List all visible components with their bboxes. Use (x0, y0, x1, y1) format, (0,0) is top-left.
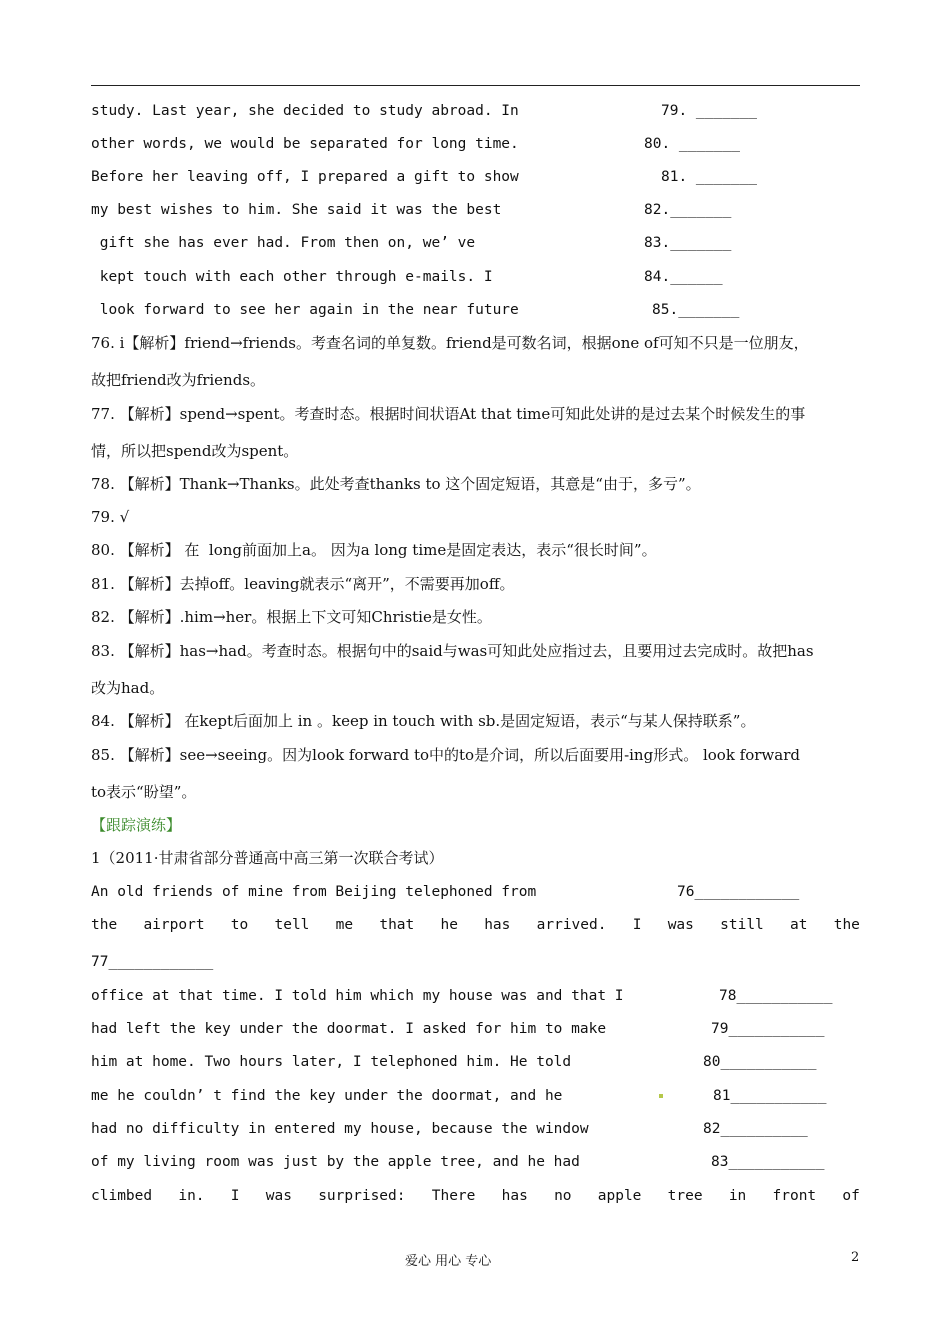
footer-motto: 爱心 用心 专心 (405, 1254, 492, 1269)
exercise-line: of my living room was just by the apple tree, and he had (91, 1154, 580, 1170)
word: that (379, 917, 415, 933)
answer-explanation: 78. 【解析】Thank→Thanks。此处考查thanks to 这个固定短语，其意是“由于，多亏”。 (91, 475, 701, 493)
answer-explanation: to表示“盼望”。 (91, 783, 197, 801)
word: in. (178, 1188, 205, 1204)
word: arrived. (536, 917, 607, 933)
answer-explanation: 79. √ (91, 508, 130, 526)
stray-dot (659, 1094, 663, 1098)
exercise-line-justified (91, 915, 860, 935)
word: of (842, 1188, 860, 1204)
word: surprised: (318, 1188, 406, 1204)
word: climbed (91, 1188, 153, 1204)
word: was (667, 917, 694, 933)
answer-blank: 82__________ (703, 1121, 808, 1137)
answer-blank: 79___________ (711, 1021, 825, 1037)
word: has (501, 1188, 528, 1204)
word: apple (597, 1188, 642, 1204)
answer-explanation: 改为had。 (91, 679, 165, 697)
exercise-line: me he couldn’ t find the key under the doormat, and he (91, 1088, 563, 1104)
exercise-line-justified (91, 1186, 860, 1206)
word: I (230, 1188, 240, 1204)
passage-line: study. Last year, she decided to study abroad. In (91, 103, 519, 119)
word: in (728, 1188, 747, 1204)
answer-explanation: 84. 【解析】 在kept后面加上 in 。keep in touch with sb.是固定短语，表示“与某人保持联系”。 (91, 712, 756, 730)
page-number: 2 (851, 1250, 860, 1265)
exercise-line: had left the key under the doormat. I asked for him to make (91, 1021, 607, 1037)
word: has (484, 917, 511, 933)
passage-line: kept touch with each other through e-mails. I (91, 269, 493, 285)
answer-blank: 80___________ (703, 1054, 817, 1070)
answer-explanation: 76. i【解析】friend→friends。考查名词的单复数。friend是可数名词，根据one of可知不只是一位朋友， (91, 334, 809, 352)
answer-explanation: 77. 【解析】spend→spent。考查时态。根据时间状语At that time可知此处讲的是过去某个时候发生的事 (91, 405, 806, 423)
passage-line: look forward to see her again in the near future (91, 302, 519, 318)
answer-explanation: 情，所以把spend改为spent。 (91, 442, 299, 460)
word: was (265, 1188, 292, 1204)
word: tree (667, 1188, 703, 1204)
answer-blank: 85._______ (652, 302, 740, 318)
exercise-line: had no difficulty in entered my house, because the window (91, 1121, 589, 1137)
word: There (431, 1188, 476, 1204)
passage-line: Before her leaving off, I prepared a gift to show (91, 169, 519, 185)
answer-blank: 83._______ (644, 235, 732, 251)
word: still (720, 917, 764, 933)
passage-line: my best wishes to him. She said it was the best (91, 202, 502, 218)
word: to (230, 917, 249, 933)
passage-line: other words, we would be separated for long time. (91, 136, 519, 152)
exercise-line: him at home. Two hours later, I telephoned him. He told (91, 1054, 572, 1070)
answer-blank: 76____________ (677, 884, 800, 900)
answer-blank: 80. _______ (644, 136, 741, 152)
answer-explanation: 82. 【解析】.him→her。根据上下文可知Christie是女性。 (91, 608, 492, 626)
answer-blank: 78___________ (719, 988, 833, 1004)
exercise-line: office at that time. I told him which my house was and that I (91, 988, 624, 1004)
answer-blank: 82._______ (644, 202, 732, 218)
word: airport (143, 917, 205, 933)
answer-blank: 81___________ (713, 1088, 827, 1104)
answer-blank: 79. _______ (661, 103, 758, 119)
answer-blank: 83___________ (711, 1154, 825, 1170)
passage-line: gift she has ever had. From then on, we’ ve (91, 235, 476, 251)
exercise-source: 1（2011·甘肃省部分普通高中高三第一次联合考试） (91, 849, 444, 867)
answer-explanation: 80. 【解析】 在 long前面加上a。 因为a long time是固定表达，表示“很长时间”。 (91, 541, 657, 559)
answer-blank: 77____________ (91, 954, 214, 970)
word: me (335, 917, 354, 933)
answer-blank: 81. _______ (661, 169, 758, 185)
answer-explanation: 故把friend改为friends。 (91, 371, 266, 389)
word: at (790, 917, 808, 933)
word: the (833, 917, 860, 933)
word: tell (274, 917, 310, 933)
answer-explanation: 81. 【解析】去掉off。leaving就表示“离开”，不需要再加off。 (91, 575, 515, 593)
answer-explanation: 83. 【解析】has→had。考查时态。根据句中的said与was可知此处应指过去，且要用过去完成时。故把has (91, 642, 814, 660)
exercise-line: An old friends of mine from Beijing telephoned from (91, 884, 537, 900)
header-rule (91, 85, 860, 86)
word: he (440, 917, 458, 933)
answer-explanation: 85. 【解析】see→seeing。因为look forward to中的to是介词，所以后面要用-ing形式。 look forward (91, 746, 800, 764)
word: I (632, 917, 642, 933)
word: front (772, 1188, 817, 1204)
section-heading: 【跟踪演练】 (91, 816, 182, 834)
word: the (91, 917, 118, 933)
word: no (554, 1188, 572, 1204)
answer-blank: 84.______ (644, 269, 723, 285)
